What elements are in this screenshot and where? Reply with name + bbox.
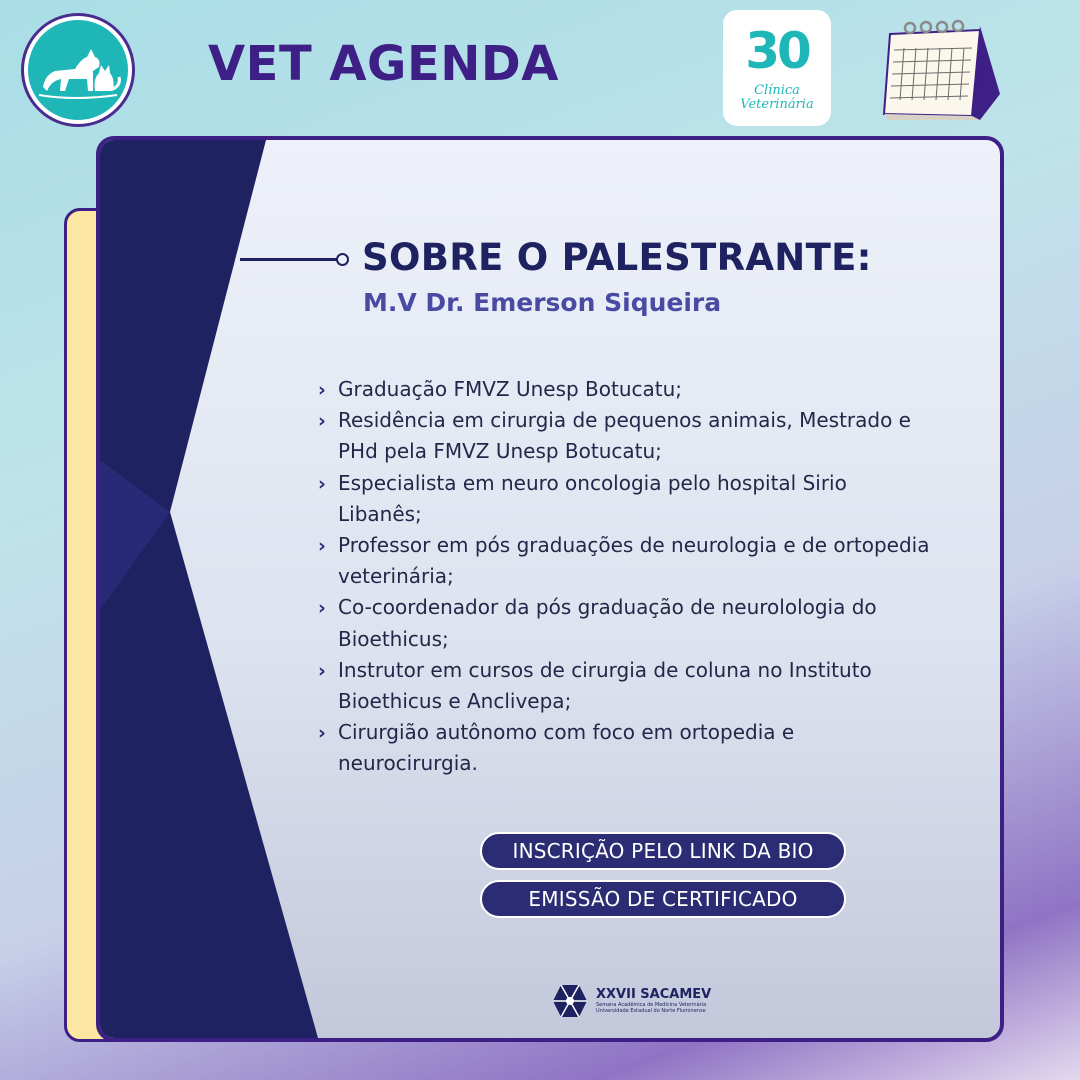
heading-connector-line [240, 258, 340, 261]
bio-item [318, 405, 930, 467]
chevron-right-icon: › [318, 659, 326, 682]
registration-button[interactable]: INSCRIÇÃO PELO LINK DA BIO [480, 832, 846, 870]
event-subtitle-line2: Universidade Estadual do Norte Fluminense [596, 1008, 706, 1015]
bio-item-text: Cirurgião autônomo com foco em ortopedia e neurocirurgia. [338, 720, 795, 776]
chevron-right-icon: › [318, 535, 326, 558]
bio-item-text: Residência em cirurgia de pequenos animais, Mestrado e PHd pela FMVZ Unesp Botucatu; [338, 408, 911, 464]
clinic-badge-name-line1: Clínica [754, 83, 800, 98]
clinic-badge-name [740, 84, 813, 111]
chevron-right-icon: › [318, 379, 326, 401]
bio-list [318, 374, 930, 780]
clinic-badge [723, 10, 831, 126]
bio-item-text: Instrutor em cursos de cirurgia de coluna no Instituto Bioethicus e Anclivepa; [338, 657, 872, 714]
event-text [596, 988, 711, 1015]
bio-item [318, 717, 930, 779]
chevron-right-icon: › [318, 410, 326, 433]
bio-item-text: Especialista em neuro oncologia pelo hospital Sirio Libanês; [338, 470, 847, 526]
dog-cat-icon [35, 35, 121, 105]
event-logo [552, 984, 711, 1018]
bio-item-text: Graduação FMVZ Unesp Botucatu; [338, 377, 683, 401]
bio-item [318, 530, 930, 592]
sacamev-logo-icon [552, 984, 588, 1018]
chevron-right-icon: › [318, 472, 326, 495]
bio-item-text: Co-coordenador da pós graduação de neurolologia do Bioethicus; [338, 595, 877, 651]
clinic-badge-number: 30 [745, 22, 809, 80]
chevron-right-icon: › [318, 722, 326, 745]
calendar-icon [880, 16, 1004, 126]
speaker-card [96, 136, 1004, 1042]
page-title: VET AGENDA [208, 36, 559, 92]
clinic-badge-name-line2: Veterinária [740, 96, 814, 112]
event-name: XXVII SACAMEV [596, 986, 712, 1002]
clinic-logo [24, 16, 132, 124]
bio-item [318, 374, 930, 405]
section-title: SOBRE O PALESTRANTE: [362, 236, 872, 279]
bio-item-text: Professor em pós graduações de neurologia e de ortopedia veterinária; [338, 533, 930, 589]
bio-item [318, 655, 930, 717]
bio-item [318, 592, 930, 654]
certificate-button[interactable]: EMISSÃO DE CERTIFICADO [480, 880, 846, 918]
bio-item [318, 468, 930, 530]
chevron-right-icon: › [318, 597, 326, 620]
heading-connector-dot [336, 253, 349, 266]
event-subtitle-line1: Semana Acadêmica de Medicina Veterinária [596, 1001, 707, 1008]
speaker-name: M.V Dr. Emerson Siqueira [363, 288, 722, 317]
